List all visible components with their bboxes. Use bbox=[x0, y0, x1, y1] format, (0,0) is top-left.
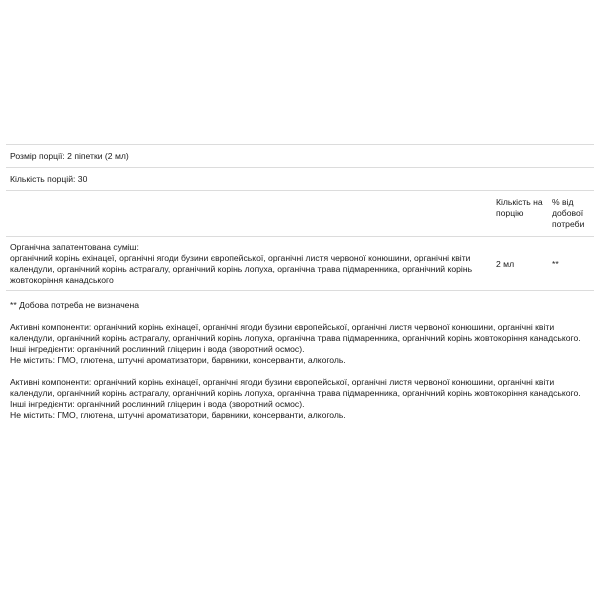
facts-table-header bbox=[6, 190, 594, 236]
active-ingredients: Активні компоненти: органічний корінь ехінацеї, органічні ягоди бузини європейської, органічні листя червоної конюшини, органічні квіти календули, органічний корінь астрагалу, органічний корінь лопуха, органічна трава підмаренника, органічний корінь жовтокоріння канадського. bbox=[10, 322, 581, 343]
other-ingredients: Інші інгредієнти: органічний рослинний гліцерин і вода (зворотний осмос). bbox=[10, 344, 305, 354]
serving-size-row bbox=[6, 144, 594, 167]
blend-description: органічний корінь ехінацеї, органічні ягоди бузини європейської, органічні листя червоної конюшини, органічні квіти календули, органічний корінь астрагалу, органічний корінь лопуха, органічна трава підмаренника, органічний корінь жовтокоріння канадського bbox=[10, 253, 473, 285]
serving-size: Розмір порції: 2 піпетки (2 мл) bbox=[10, 151, 129, 161]
active-ingredients: Активні компоненти: органічний корінь ехінацеї, органічні ягоди бузини європейської, органічні листя червоної конюшини, органічні квіти календули, органічний корінь астрагалу, органічний корінь лопуха, органічна трава підмаренника, органічний корінь жовтокоріння канадського. bbox=[10, 377, 581, 398]
ingredients-block bbox=[6, 322, 594, 366]
free-of-statement: Не містить: ГМО, глютена, штучні ароматизатори, барвники, консерванти, алкоголь. bbox=[10, 410, 346, 420]
servings-count: Кількість порцій: 30 bbox=[10, 174, 88, 184]
other-ingredients: Інші інгредієнти: органічний рослинний гліцерин і вода (зворотний осмос). bbox=[10, 399, 305, 409]
daily-value-header: % від добової потреби bbox=[552, 197, 585, 229]
proprietary-blend-row bbox=[6, 236, 594, 291]
servings-count-row bbox=[6, 167, 594, 190]
free-of-statement: Не містить: ГМО, глютена, штучні ароматизатори, барвники, консерванти, алкоголь. bbox=[10, 355, 346, 365]
blend-daily-value: ** bbox=[552, 258, 559, 269]
blend-amount: 2 мл bbox=[496, 258, 515, 269]
supplement-facts-panel bbox=[6, 144, 594, 421]
blend-title: Органічна запатентована суміш: bbox=[10, 242, 139, 252]
daily-value-footnote: ** Добова потреба не визначена bbox=[10, 300, 139, 310]
ingredients-block bbox=[6, 377, 594, 421]
amount-per-serving-header: Кількість на порцію bbox=[496, 197, 543, 218]
